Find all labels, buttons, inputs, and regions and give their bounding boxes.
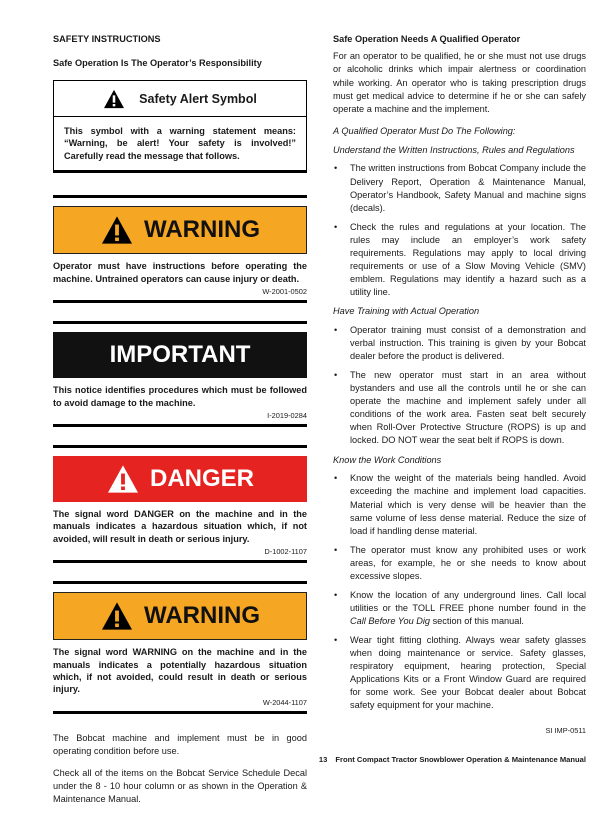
- must-do-heading: A Qualified Operator Must Do The Following:: [333, 125, 516, 136]
- right-column: [333, 34, 586, 718]
- alert-box-title: Safety Alert Symbol: [139, 91, 257, 106]
- list-item: • The written instructions from Bobcat Company include the Delivery Report, Operation & Maintenance Manual, Operator’s Handbook, Safety Manual and machine signs (decals).: [333, 162, 586, 214]
- bullet-list: [333, 472, 586, 712]
- paragraph: The Bobcat machine and implement must be in good operating condition before use.: [53, 732, 307, 757]
- page-number: 13: [318, 755, 328, 764]
- list-item: • Check the rules and regulations at your location. The rules may include an employer’s work safety requirements. Regulations may apply to local driving requirements or use of a Slow Moving Vehicle (SMV) emblem. Regulations may identify a hazard such as a utility line.: [333, 221, 586, 299]
- subsection-title: Have Training with Actual Operation: [333, 306, 480, 317]
- left-column: [53, 34, 307, 815]
- paragraph: Check all of the items on the Bobcat Service Schedule Decal under the 8 - 10 hour column or as shown in the Operation & Maintenance Manual.: [53, 767, 307, 805]
- subsection-title: Know the Work Conditions: [333, 454, 442, 465]
- item-text: Know the location of any underground lines. Call local utilities or the TOLL FREE phone number found in the: [350, 589, 586, 613]
- warning-signal-2: [53, 581, 307, 714]
- warning-banner: [53, 206, 307, 254]
- bullet-list: [333, 162, 586, 299]
- danger-banner: [53, 456, 307, 502]
- alert-box-text: This symbol with a warning statement means: “Warning, be alert! Your safety is involved!” Carefully read the message that follows.: [64, 126, 296, 161]
- banner-word: WARNING: [144, 216, 260, 244]
- warning-triangle-icon: [100, 601, 134, 631]
- signal-code: W-2001-0502: [53, 287, 307, 303]
- signal-code: I-2019-0284: [53, 411, 307, 427]
- section-heading: SAFETY INSTRUCTIONS: [53, 34, 161, 44]
- warning-signal-1: [53, 195, 307, 303]
- important-banner: [53, 332, 307, 378]
- section-heading: Safe Operation Needs A Qualified Operator: [333, 34, 521, 44]
- signal-text: The signal word DANGER on the machine and in the manuals indicates a hazardous situation which, if not avoided, will result in death or serious injury.: [53, 508, 307, 544]
- danger-signal: [53, 445, 307, 563]
- signal-text: Operator must have instructions before operating the machine. Untrained operators can cause injury or death.: [53, 261, 307, 284]
- warning-banner: [53, 592, 307, 640]
- footer-title: Front Compact Tractor Snowblower Operation & Maintenance Manual: [335, 755, 586, 764]
- subheading: Safe Operation Is The Operator’s Responsibility: [53, 58, 262, 68]
- signal-code: W-2044-1107: [53, 698, 307, 714]
- subsection-title: Understand the Written Instructions, Rules and Regulations: [333, 144, 575, 155]
- important-signal: [53, 321, 307, 427]
- item-emphasis: Call Before You Dig: [350, 616, 431, 627]
- safety-alert-box: [53, 80, 307, 173]
- list-item: • Know the weight of the materials being handled. Avoid exceeding the machine and implement load capacities. Material which is very dense will be heavier than the same volume of less dense material. Reduce the size of load if handling dense material.: [333, 472, 586, 537]
- banner-word: WARNING: [144, 602, 260, 630]
- page-footer: [319, 755, 586, 764]
- banner-word: DANGER: [149, 464, 254, 492]
- bullet-list: [333, 324, 586, 448]
- signal-text: This notice identifies procedures which must be followed to avoid damage to the machine.: [53, 385, 307, 408]
- list-item: • Operator training must consist of a demonstration and verbal instruction. This training is given by your Bobcat dealer before the product is delivered.: [333, 324, 586, 363]
- section-code: SI IMP-0511: [545, 726, 586, 735]
- alert-box-header: [54, 81, 306, 117]
- item-text: section of this manual.: [430, 616, 524, 627]
- banner-word: IMPORTANT: [109, 341, 251, 369]
- signal-code: D-1002-1107: [53, 547, 307, 563]
- list-item: • Wear tight fitting clothing. Always wear safety glasses when doing maintenance or service. Safety glasses, respiratory equipment, hearing protection, Special Applications Kits or a Front Window Guard are required for some work. See your Bobcat dealer about Bobcat safety equipment for your machine.: [333, 634, 586, 712]
- list-item: • The operator must know any prohibited uses or work areas, for example, he or she needs to know about excessive slopes.: [333, 544, 586, 583]
- warning-triangle-icon: [100, 215, 134, 245]
- signal-text: The signal word WARNING on the machine and in the manuals indicates a potentially hazardous situation which, if not avoided, could result in death or serious injury.: [53, 647, 307, 695]
- intro-paragraph: For an operator to be qualified, he or she must not use drugs or alcoholic drinks which impair alertness or coordination while working. An operator who is taking prescription drugs must get medical advice to determine if he or she can safely operate a machine and the implement.: [333, 51, 586, 115]
- warning-triangle-icon: [106, 464, 140, 494]
- list-item: [333, 589, 586, 628]
- list-item: • The new operator must start in an area without bystanders and use all the controls until he or she can operate the machine and implement safely under all conditions of the work area. Fasten seat belt securely when Roll-Over Protective Structure (ROPS) is up and locked. DO NOT wear the seat belt if ROPS is down.: [333, 369, 586, 447]
- warning-triangle-icon: [103, 89, 125, 109]
